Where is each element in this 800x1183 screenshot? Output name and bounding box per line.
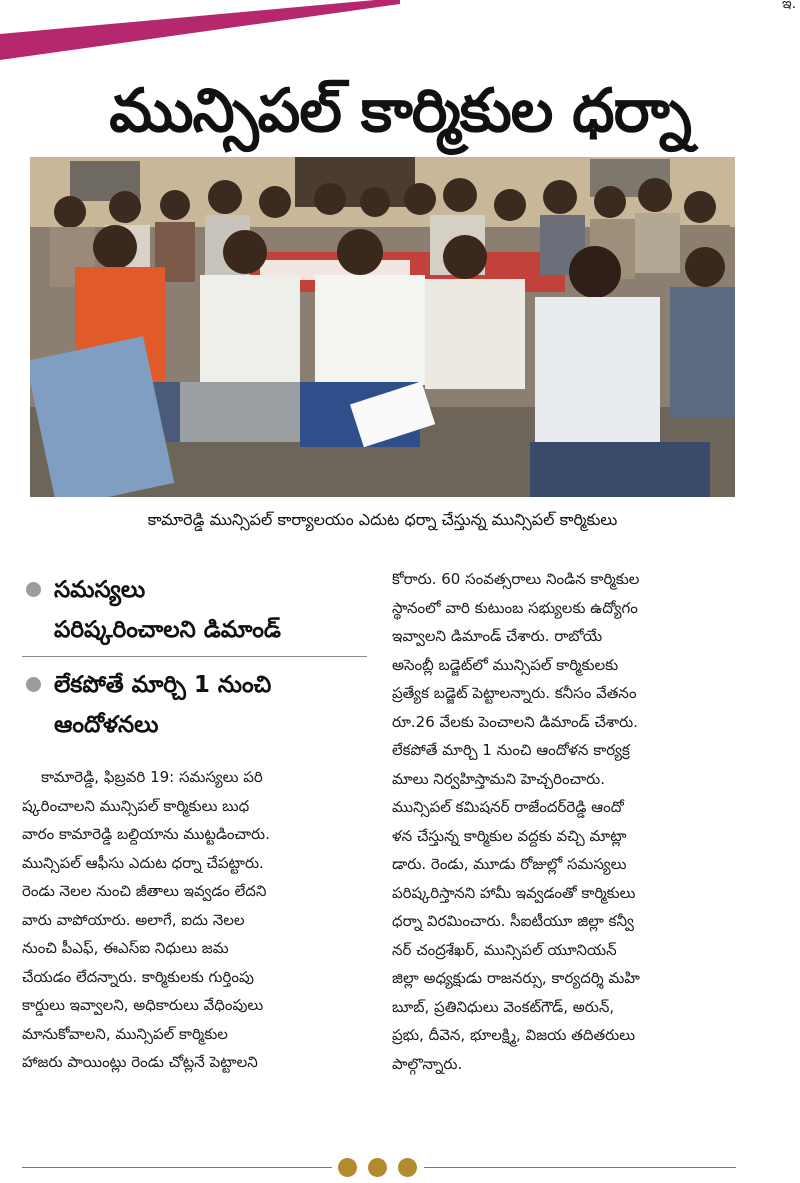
footer-rule-left — [22, 1167, 332, 1168]
article-line: జిల్లా అధ్యక్షుడు రాజనర్సు, కార్యదర్శి మహి — [392, 969, 640, 987]
page-corner-mark: ఇ. — [782, 0, 797, 12]
article-line: కామారెడ్డి, ఫిబ్రవరి 19: సమస్యలు పరి — [22, 768, 263, 786]
highlight-line: పరిష్కరించాలని డిమాండ్‌ — [54, 617, 281, 643]
article-body-left — [22, 763, 367, 1077]
article-line: కోరారు. 60 సంవత్సరాలు నిండిన కార్మికుల — [392, 570, 640, 588]
article-line: ధర్నా విరమించారు. సీఐటీయూ జిల్లా కన్వీ — [392, 912, 634, 930]
bullet-dot-icon — [26, 582, 41, 597]
footer-dot-icon — [338, 1158, 357, 1177]
article-right-column — [392, 565, 737, 1078]
article-line: మాలు నిర్వహిస్తామని హెచ్చరించారు. — [392, 769, 605, 788]
article-body-right — [392, 565, 737, 1078]
article-line: ప్రత్యేక బడ్జెట్‌ పెట్టాలన్నారు. కనీసం వేతనం — [392, 684, 637, 702]
article-line: బూబ్‌, ప్రతినిధులు వెంకట్‌గౌడ్‌, అరున్‌, — [392, 997, 615, 1016]
page-headline: మున్సిపల్‌ కార్మికుల ధర్నా — [109, 76, 691, 146]
article-line: ఇవ్వాలని డిమాండ్‌ చేశారు. రాబోయే — [392, 627, 603, 645]
article-line: చేయడం లేదన్నారు. కార్మికులకు గుర్తింపు — [22, 967, 254, 986]
protest-photo — [30, 157, 735, 497]
highlight-divider — [22, 656, 367, 657]
article-line: మున్సిపల్‌ కమిషనర్‌ రాజేందర్‌రెడ్డి ఆందో — [392, 798, 624, 816]
article-line: రెండు నెలల నుంచి జీతాలు ఇవ్వడం లేదని — [22, 882, 267, 900]
article-line: ప్రభు, దీవెన, భూలక్ష్మి, విజయ తదితరులు — [392, 1026, 636, 1044]
accent-stripe — [0, 0, 800, 60]
article-line: మానుకోవాలని, మున్సిపల్‌ కార్మికుల — [22, 1024, 228, 1043]
highlight-line: లేకపోతే మార్చి 1 నుంచి — [54, 672, 272, 698]
photo-caption: కామారెడ్డి మున్సిపల్‌ కార్యాలయం ఎదుట ధర్నా చేస్తున్న మున్సిపల్‌ కార్మికులు — [147, 510, 618, 529]
article-line: వారం కామారెడ్డి బల్దియాను ముట్టడించారు. — [22, 825, 270, 843]
footer-rule-right — [424, 1167, 736, 1168]
article-line: పరిష్కరిస్తానని హామీ ఇవ్వడంతో కార్మికులు — [392, 883, 636, 902]
article-line: ళన చేస్తున్న కార్మికుల వద్దకు వచ్చి మాట్లా — [392, 826, 627, 845]
article-line: ష్కరించాలని మున్సిపల్‌ కార్మికులు బుధ — [22, 796, 250, 815]
article-line: రూ.26 వేలకు పెంచాలని డిమాండ్‌ చేశారు. — [392, 712, 638, 731]
article-line: డారు. రెండు, మూడు రోజుల్లో సమస్యలు — [392, 855, 627, 873]
bullet-dot-icon — [26, 677, 41, 692]
highlight-line: ఆందోళనలు — [54, 712, 159, 738]
article-line: నర్‌ చంద్రశేఖర్‌, మున్సిపల్‌ యూనియన్‌ — [392, 940, 617, 959]
article-line: అసెంబ్లీ బడ్జెట్‌లో మున్సిపల్‌ కార్మికులకు — [392, 655, 619, 674]
highlight-line: సమస్యలు — [54, 577, 146, 603]
article-line: హాజరు పాయింట్లు రెండు చోట్లనే పెట్టాలని — [22, 1053, 258, 1071]
footer-dot-icon — [368, 1158, 387, 1177]
footer-dot-icon — [398, 1158, 417, 1177]
article-line: లేకపోతే మార్చి 1 నుంచి ఆందోళన కార్యక్ర — [392, 741, 630, 759]
article-left-column — [22, 570, 367, 1077]
article-line: మున్సిపల్‌ ఆఫీసు ఎదుట ధర్నా చేపట్టారు. — [22, 853, 264, 872]
highlight-item — [22, 665, 367, 745]
article-line: కార్డులు ఇవ్వాలని, అధికారులు వేధింపులు — [22, 996, 264, 1014]
article-line: పాల్గొన్నారు. — [392, 1054, 463, 1073]
highlight-item — [22, 570, 367, 650]
article-line: వారు వాపోయారు. అలాగే, ఐదు నెలల — [22, 910, 245, 929]
article-line: స్థానంలో వారి కుటుంబ సభ్యులకు ఉద్యోగం — [392, 598, 638, 617]
article-line: నుంచి పీఎఫ్‌, ఈఎస్‌ఐ నిధులు జమ — [22, 939, 229, 957]
